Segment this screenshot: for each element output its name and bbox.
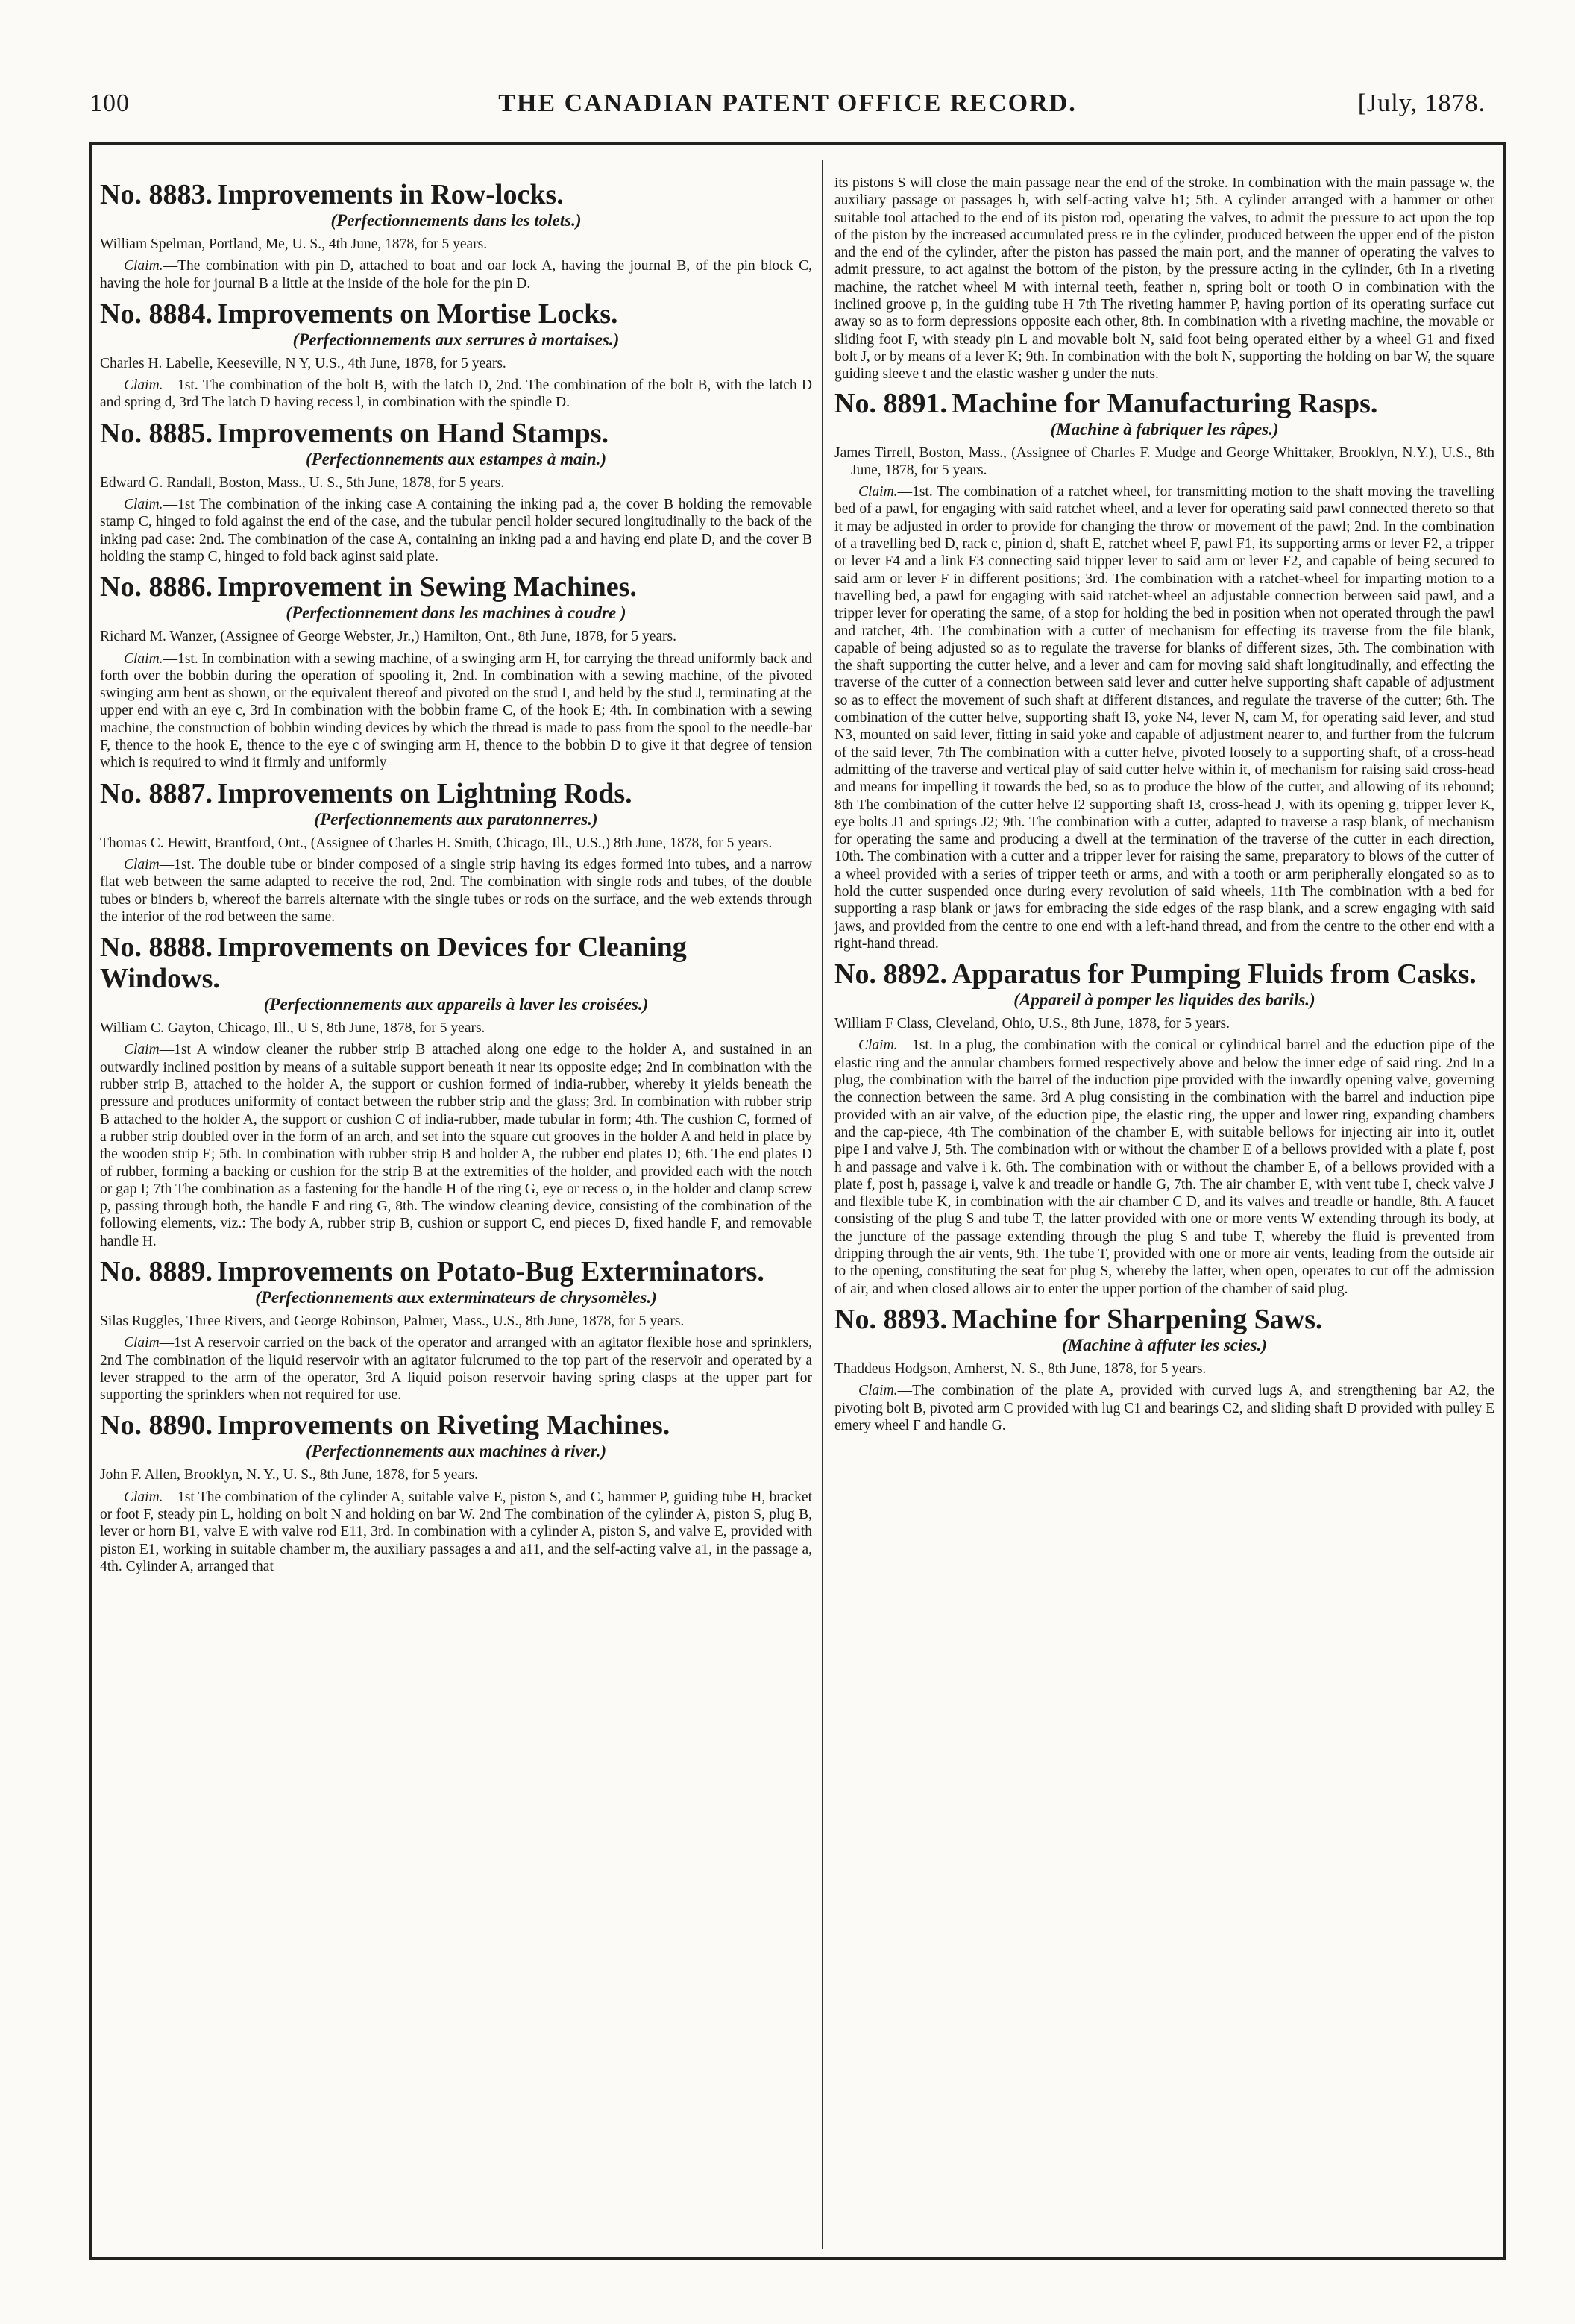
inventor-line: Charles H. Labelle, Keeseville, N Y, U.S., 4th June, 1878, for 5 years. [100,355,506,371]
claim-label: Claim. [124,377,163,394]
patent-entry [100,571,812,771]
claim-text [100,856,812,926]
claim-body: —1st A window cleaner the rubber strip B attached along one edge to the holder A, and sustained in an outwardly inclined position by means of a suitable support beneath it near its opposite edge; 2nd In combination with the rubber strip B, attached to the holder A, the support or cushion formed of india-rubber, whereby it yields beneath the pressure and produces uniformity of contact between the rubber strip and the glass; 3rd. In combination with rubber strip B attached to the holder A, the support or cushion C of india-rubber, made tubular in form; 4th. The cushion C, formed of a rubber strip doubled over in the form of an arch, and set into the square cut grooves in the holder A and held in place by the wooden strip E; 5th. In combination with rubber strip B and holder A, the rubber end plates D; 6th. The end plates D of rubber, forming a backing or cushion for the strip B at the extremities of the holder, and provided each with the notch or gap I; 7th The combination as a fastening for the handle H of the ring G, eye or recess o, in the holder and clamp screw p, passing through both, the handle F and ring G, 8th. The window cleaning device, consisting of the combination of the following elements, viz.: The body A, rubber strip B, cushion or support C, end pieces D, fixed handle F, and removable handle H. [100,1042,812,1249]
claim-body: —1st The combination of the inking case A containing the inking pad a, the cover B holding the removable stamp C, hinged to fold against the end of the case, and the tubular pencil holder secured longitudinally to the back of the inking pad case: 2nd. The combination of the case A, containing an inking pad a and having end plate D, and the cover B holding the stamp C, hinged to fold back aginst said plate. [100,497,812,565]
patent-heading [834,958,1494,1011]
page-number: 100 [89,89,130,117]
claim-text [834,1037,1494,1297]
patent-number: No. 8885. [100,417,213,449]
patent-entry [834,1304,1494,1434]
patent-french-title: (Perfectionnements aux estampes à main.) [305,449,607,468]
patent-entry [100,179,812,292]
patent-heading [100,418,812,470]
patent-heading [834,1304,1494,1356]
inventor-line: William Spelman, Portland, Me, U. S., 4th June, 1878, for 5 years. [100,236,488,252]
claim-body: —1st. The combination of the bolt B, with the latch D, 2nd. The combination of the bolt B, with the latch D and spring d, 3rd The latch D having recess l, in combination with the spindle D. [100,377,812,411]
patent-french-title: (Perfectionnements aux paratonnerres.) [314,809,598,829]
publication-title: THE CANADIAN PATENT OFFICE RECORD. [498,89,1077,117]
claim-label: Claim [124,856,160,873]
claim-text [100,1489,812,1575]
claim-label: Claim. [124,1489,163,1505]
patent-entry [834,388,1494,953]
patent-title: Machine for Manufacturing Rasps. [951,387,1378,419]
claim-body: —1st The combination of the cylinder A, suitable valve E, piston S, and C, hammer P, guiding tube H, bracket or foot F, steady pin L, holding on bolt N and holding on bar W. 2nd The combination of the cylinder A, piston S, plug B, lever or horn B1, valve E with valve rod E11, 3rd. In combination with a cylinder A, piston S, and valve E, provided with piston E1, working in suitable chamber m, the auxiliary passages a and a11, and the self-acting valve a1, in the passage a, 4th. Cylinder A, arranged that [100,1489,812,1574]
claim-label: Claim. [858,1037,898,1054]
inventor-line: William F Class, Cleveland, Ohio, U.S., 8th June, 1878, for 5 years. [834,1016,1230,1032]
claim-text [100,257,812,292]
patent-french-title: (Perfectionnements aux appareils à laver les croisées.) [263,995,649,1014]
claim-text [834,483,1494,952]
patent-heading [100,1410,812,1462]
patent-french-title: (Machine à affuter les scies.) [1062,1335,1267,1354]
patent-number: No. 8889. [100,1255,213,1287]
inventor-line: William C. Gayton, Chicago, Ill., U S, 8th June, 1878, for 5 years. [100,1020,485,1037]
column-divider [822,160,823,2249]
right-column [834,175,1494,2242]
patent-heading [100,932,812,1015]
claim-body: —1st. The combination of a ratchet wheel, for transmitting motion to the shaft moving the travelling bed of a pawl, for engaging with said ratchet wheel, and a lever for operating said pawl connected thereto so that it may be adjusted in order to provide for changing the throw or movement of the pawl; 2nd. In the combination of a travelling bed D, rack c, pinion d, shaft E, ratchet wheel F, pawl F1, its supporting arms or lever F2, a tripper or lever F4 and a link F3 connecting said tripper lever to said arm or lever F2, and capable of being secured to said arm or lever F in different positions; 3rd. The combination with a ratchet-wheel for imparting motion to a travelling bed, a pawl for engaging with said ratchet-wheel an adjustable connection between said pawl, and a tripper lever for operating the same, of a stop for holding the bed in position when not operated through the pawl and ratchet, 4th. The combination with a cutter of mechanism for effecting its traverse from the file blank, capable of being adjusted so as to regulate the traverse for blanks of different sizes, 5th. The combination with the shaft supporting the cutter helve, and a lever and cam for moving said shaft longitudinally, and effecting the traverse of the cutter of a connection between said lever and cutter helve supporting shaft capable of adjustment so as to effect the movement of such shaft at different distances, and regulate the traverse of the cutter; 6th. The combination of the cutter helve, supporting shaft I3, yoke N4, lever N, cam M, for operating said lever, and stud N3, mounted on said lever, fitting in said yoke and capable of adjustment nearer to, and further from the fulcrum of the said lever, 7th The combination with a cutter helve, pivoted loosely to a supporting shaft, of a cross-head admitting of the traverse and vertical play of said cutter helve within it, of mechanism for raising said cross-head and means for impelling it towards the bed, so as to produce the blow of the cutter, and allowing of its rebound; 8th The combination of the cutter helve I2 supporting shaft I3, cross-head J, with its opening g, tripper lever K, eye bolts J1 and springs J2; 9th. The combination with a cutter, adapted to traverse a rasp blank, of mechanism for operating the same and producing a dwell at the termination of the traverse of the cutter in each direction, 10th. The combination with a cutter and a tripper lever for raising the same, preparatory to blows of the cutter of a wheel provided with a series of tripper teeth or arms, and with a tooth or arm peripherally elongated so as to hold the cutter suspended once during every revolution of said wheels, 11th The combination with a bed for supporting a rasp blank or jaws for embracing the side edges of the rasp blank, and a screw engaging with said jaws, and provided from the centre to one end with a left-hand thread, and from the centre to the other end with a right-hand thread. [834,484,1494,952]
patent-entry [834,958,1494,1298]
claim-text [100,1334,812,1404]
patent-title: Improvements on Devices for Cleaning Windows. [100,932,687,995]
patent-heading [100,179,812,231]
patent-french-title: (Machine à fabriquer les râpes.) [1050,419,1279,439]
claim-label: Claim [124,1042,160,1058]
claim-body: —1st. In combination with a sewing machine, of a swinging arm H, for carrying the thread uniformly back and forth over the bobbin during the operation of spooling it, 2nd. In combination with a sewing machine, of the pivoted swinging arm bent as shown, or the equivalent thereof and pivoted on the stud I, and held by the stud J, terminating at the upper end with an eye c, 3rd In combination with the bobbin frame C, of the hook E; 4th. In combination with a sewing machine, the construction of bobbin winding devices by which the thread is made to pass from the spool to the needle-bar F, thence to the hook E, thence to the eye c of swinging arm H, thence to the bobbin D to give it that degree of tension which is required to wind it firmly and uniformly [100,650,812,771]
patent-heading [100,778,812,830]
claim-label: Claim. [858,1383,898,1399]
patent-title: Machine for Sharpening Saws. [951,1303,1323,1335]
patent-number: No. 8887. [100,777,213,809]
claim-text [100,650,812,772]
patent-entry [100,298,812,412]
patent-entry [100,418,812,565]
claim-body: —The combination of the plate A, provided with curved lugs A, and strengthening bar A2, the pivoting bolt B, pivoted arm C provided with lug C1 and bearings C2, and sliding shaft D provided with pulley E emery wheel F and handle G. [834,1383,1494,1433]
patent-heading [100,571,812,624]
claim-body: —1st A reservoir carried on the back of the operator and arranged with an agitator flexible hose and sprinklers, 2nd The combination of the liquid reservoir with an agitator fulcrumed to the top part of the reservoir and operated by a lever strapped to the arm of the operator, 3rd A liquid poison reservoir having spring clasps at the upper part for supporting the sprinklers when not required for use. [100,1335,812,1404]
claim-label: Claim. [858,484,898,500]
claim-label: Claim [124,1335,160,1351]
claim-text [834,1382,1494,1434]
patent-entry [100,1410,812,1575]
right-column-entries [834,388,1494,1435]
patent-entry [100,1256,812,1404]
claim-label: Claim. [124,258,163,274]
patent-title: Improvements on Lightning Rods. [216,777,632,809]
patent-heading [100,298,812,351]
patent-number: No. 8883. [100,179,213,210]
inventor-line: Richard M. Wanzer, (Assignee of George Webster, Jr.,) Hamilton, Ont., 8th June, 1878, for 5 years. [100,629,676,645]
patent-number: No. 8891. [834,387,947,419]
inventor-line: John F. Allen, Brooklyn, N. Y., U. S., 8th June, 1878, for 5 years. [100,1467,479,1483]
patent-title: Improvements on Riveting Machines. [216,1410,670,1442]
patent-french-title: (Perfectionnements aux machines à river.) [305,1442,607,1461]
patent-french-title: (Perfectionnements dans les tolets.) [330,211,582,230]
patent-entry [100,778,812,926]
patent-title: Improvements on Hand Stamps. [216,417,609,449]
continued-claim-text: its pistons S will close the main passage near the end of the stroke. In combination with the main passage w, the auxiliary passage or passages h, with self-acting valve h1; 5th. A cylinder arranged with a hammer or other suitable tool attached to the end of its piston rod, operating the valves, to admit the pressure to act upon the top of the piston by the increased accumulated press re in the cylinder, produced between the upper end of the piston and the end of the cylinder, after the piston has passed the main port, and the manner of operating the valves to admit pressure, to act against the bottom of the piston, by the pressure acting in the cylinder, 6th In a riveting machine, the ratchet wheel M with internal teeth, feather n, spring bolt or tooth O in combination with the inclined groove p, in the guiding tube H 7th The riveting hammer P, having portion of its operating surface cut away so as to form depressions opposite each other, 8th. In combination with a riveting machine, the movable or sliding foot F, with steady pin L and movable bolt N, said foot being operated either by a wheel G1 and fixed bolt J, or by means of a lever K; 9th. In combination with the bolt N, supporting the holding on bar W, the square guiding sleeve t and the elastic washer g under the nuts. [834,175,1494,383]
issue-date: [July, 1878. [1357,89,1486,117]
patent-number: No. 8890. [100,1410,213,1442]
inventor-line: Thomas C. Hewitt, Brantford, Ont., (Assignee of Charles H. Smith, Chicago, Ill., U.S.,) 8th June, 1878, for 5 years. [100,835,773,851]
inventor-line: James Tirrell, Boston, Mass., (Assignee of Charles F. Mudge and George Whittaker, Brooklyn, N.Y.), U.S., 8th June, 1878, for 5 years. [834,445,1494,478]
patent-title: Improvements in Row-locks. [216,179,564,210]
patent-number: No. 8884. [100,298,213,330]
patent-title: Apparatus for Pumping Fluids from Casks. [951,958,1477,990]
patent-number: No. 8886. [100,571,213,603]
claim-label: Claim. [124,497,163,513]
patent-number: No. 8892. [834,958,947,990]
claim-body: —The combination with pin D, attached to boat and oar lock A, having the journal B, of the pin block C, having the hole for journal B a little at the inside of the hole for the pin D. [100,258,812,292]
patent-number: No. 8893. [834,1303,947,1335]
patent-number: No. 8888. [100,932,213,964]
patent-french-title: (Appareil à pomper les liquides des barils.) [1013,990,1315,1010]
inventor-line: Thaddeus Hodgson, Amherst, N. S., 8th June, 1878, for 5 years. [834,1360,1207,1377]
inventor-line: Edward G. Randall, Boston, Mass., U. S., 5th June, 1878, for 5 years. [100,474,505,491]
patent-title: Improvements on Potato-Bug Exterminators. [216,1255,764,1287]
patent-title: Improvements on Mortise Locks. [216,298,618,330]
patent-french-title: (Perfectionnements aux serrures à mortaises.) [292,330,620,349]
patent-entry [100,932,812,1250]
claim-body: —1st. In a plug, the combination with the conical or cylindrical barrel and the eduction pipe of the elastic ring and the annular chambers formed respectively above and below the inner edge of said ring. 2nd In a plug, the combination with the barrel of the induction pipe provided with the inwardly opening valve, governing the connection between the same. 3rd A plug consisting in the combination with the barrel and induction pipe provided with an air valve, of the eduction pipe, the elastic ring, the upper and lower ring, expanding chambers and the cap-piece, 4th The combination of the chamber E, with suitable bellows for injecting air into it, outlet pipe I and valve J, 5th. The combination with or without the chamber E of a bellows provided with a plate f, post h and passage and valve i k. 6th. The combination with or without the chamber E, of a bellows provided with a plate f, post h, passage i, valve k and treadle or handle G, 7th. The air chamber E, with vent tube I, check valve J and flexible tube K, in combination with the air chamber C D, and its valves and treadle or handle, 8th. A faucet consisting of the plug S and tube T, the latter provided with one or more vents W extending through its body, at the juncture of the passage extending through the plug S and tube T, whereby the fluid is prevented from dripping through the air vents, 9th. The tube T, provided with one or more air vents, leading from the outside air to the opening, constituting the seat for plug S, whereby the latter, when open, operates to cut off the admission of air, and when closed allows air to enter the upper portion of the chamber of said plug. [834,1037,1494,1297]
patent-heading [100,1256,812,1308]
claim-text [100,1041,812,1250]
claim-label: Claim. [124,650,163,667]
claim-text [100,496,812,565]
inventor-line: Silas Ruggles, Three Rivers, and George Robinson, Palmer, Mass., U.S., 8th June, 1878, for 5 years. [100,1313,685,1329]
claim-body: —1st. The double tube or binder composed of a single strip having its edges formed into tubes, and a narrow flat web between the same adapted to receive the rod, 2nd. The combination with single rods and tubes, of the double tubes or binders b, whereof the barrels alternate with the single tubes or rods on the surface, and the web extends through the interior of the rod between the same. [100,856,812,925]
patent-title: Improvement in Sewing Machines. [216,571,637,603]
claim-text [100,377,812,412]
patent-french-title: (Perfectionnement dans les machines à coudre ) [286,603,626,623]
page-header [89,84,1486,128]
left-column [100,175,812,2242]
patent-heading [834,388,1494,440]
page-frame [89,142,1506,2260]
patent-french-title: (Perfectionnements aux exterminateurs de chrysomèles.) [255,1287,657,1307]
